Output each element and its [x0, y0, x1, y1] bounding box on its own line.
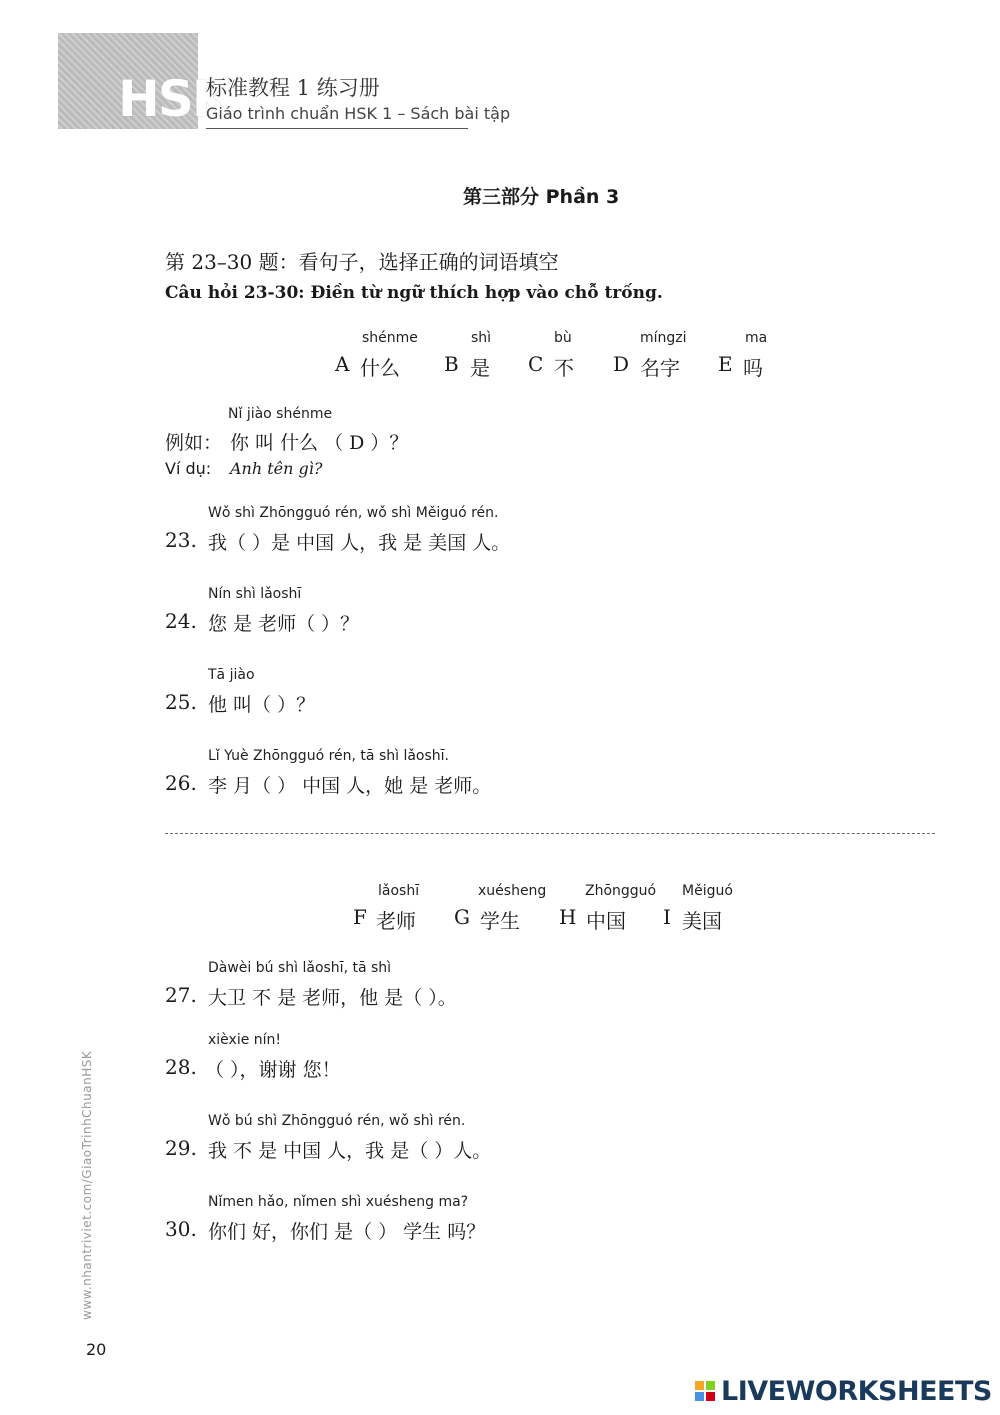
option-letter: G: [454, 905, 470, 929]
option-word: 学生: [480, 909, 520, 933]
question-pinyin: Wǒ bú shì Zhōngguó rén, wǒ shì rén.: [208, 1113, 466, 1129]
option-word: 名字: [640, 356, 680, 380]
header-title-cn: 标准教程 1 练习册: [206, 76, 380, 100]
question-number: 25.: [165, 690, 197, 714]
option-pinyin: xuésheng: [478, 883, 547, 899]
option-letter: D: [613, 352, 630, 376]
example-vi-text: Anh tên gì?: [230, 459, 323, 478]
header-rule: [206, 128, 468, 129]
question-number: 23.: [165, 528, 197, 552]
question-sentence[interactable]: 您 是 老师（ ）？: [208, 613, 360, 635]
question-sentence[interactable]: 我 不 是 中国 人，我 是（ ）人。: [208, 1140, 492, 1162]
question-number: 29.: [165, 1136, 197, 1160]
section-divider: [165, 833, 935, 834]
example-label: 例如：: [165, 432, 223, 454]
option-pinyin: Měiguó: [682, 883, 733, 899]
option-pinyin: ma: [745, 330, 768, 346]
option-letter: E: [718, 352, 733, 376]
question-sentence[interactable]: 大卫 不 是 老师，他 是（ ）。: [208, 987, 457, 1009]
option-word: 中国: [586, 909, 626, 933]
option-letter: F: [353, 905, 367, 929]
question-pinyin: Lǐ Yuè Zhōngguó rén, tā shì lǎoshī.: [208, 748, 449, 764]
option-word: 是: [470, 356, 490, 380]
option-pinyin: míngzi: [640, 330, 687, 346]
instructions-vi: Câu hỏi 23-30: Điền từ ngữ thích hợp vào chỗ trống.: [165, 283, 663, 303]
option-word: 老师: [376, 909, 416, 933]
question-sentence[interactable]: 你们 好，你们 是（ ） 学生 吗？: [208, 1221, 486, 1243]
question-sentence[interactable]: 他 叫（ ）？: [208, 694, 316, 716]
section-title: 第三部分 Phần 3: [463, 186, 620, 208]
option-letter: B: [444, 352, 459, 376]
hsk-logo: HSK: [118, 70, 229, 128]
header-title-vi: Giáo trình chuẩn HSK 1 – Sách bài tập: [206, 104, 511, 123]
option-pinyin: bù: [554, 330, 572, 346]
liveworksheets-brand[interactable]: [695, 1375, 992, 1407]
question-number: 26.: [165, 771, 197, 795]
option-word: 吗: [743, 356, 763, 380]
question-number: 28.: [165, 1055, 197, 1079]
brand-text: LIVEWORKSHEETS: [721, 1375, 992, 1407]
option-word: 什么: [360, 356, 400, 380]
liveworksheets-logo-icon: [695, 1381, 715, 1401]
question-sentence[interactable]: 我（ ）是 中国 人，我 是 美国 人。: [208, 532, 511, 554]
instructions-cn: 第 23–30 题：看句子，选择正确的词语填空: [165, 250, 559, 274]
option-letter: A: [335, 352, 350, 376]
question-number: 24.: [165, 609, 197, 633]
question-pinyin: Wǒ shì Zhōngguó rén, wǒ shì Měiguó rén.: [208, 505, 499, 521]
question-pinyin: Tā jiào: [208, 667, 255, 683]
question-pinyin: Nín shì lǎoshī: [208, 586, 302, 602]
option-letter: H: [559, 905, 577, 929]
page-number: 20: [86, 1340, 107, 1359]
question-number: 27.: [165, 983, 197, 1007]
option-pinyin: shì: [471, 330, 492, 346]
question-number: 30.: [165, 1217, 197, 1241]
side-url: www.nhantriviet.com/GiaoTrinhChuanHSK: [80, 1050, 94, 1320]
option-pinyin: Zhōngguó: [585, 883, 657, 899]
question-pinyin: Nǐmen hǎo, nǐmen shì xuésheng ma?: [208, 1194, 469, 1210]
option-letter: I: [663, 905, 671, 929]
question-pinyin: xièxie nín!: [208, 1032, 282, 1048]
option-letter: C: [528, 352, 544, 376]
question-sentence[interactable]: 李 月（ ） 中国 人，她 是 老师。: [208, 775, 492, 797]
example-pinyin: Nǐ jiào shénme: [228, 406, 333, 422]
question-sentence[interactable]: （ ），谢谢 您！: [205, 1059, 341, 1081]
option-pinyin: lǎoshī: [378, 883, 420, 899]
example-sentence: 你 叫 什么 （ D ）？: [230, 432, 409, 454]
example-vi-label: Ví dụ:: [165, 459, 212, 478]
option-pinyin: shénme: [362, 330, 418, 346]
option-word: 美国: [682, 909, 722, 933]
option-word: 不: [554, 356, 574, 380]
question-pinyin: Dàwèi bú shì lǎoshī, tā shì: [208, 960, 392, 976]
